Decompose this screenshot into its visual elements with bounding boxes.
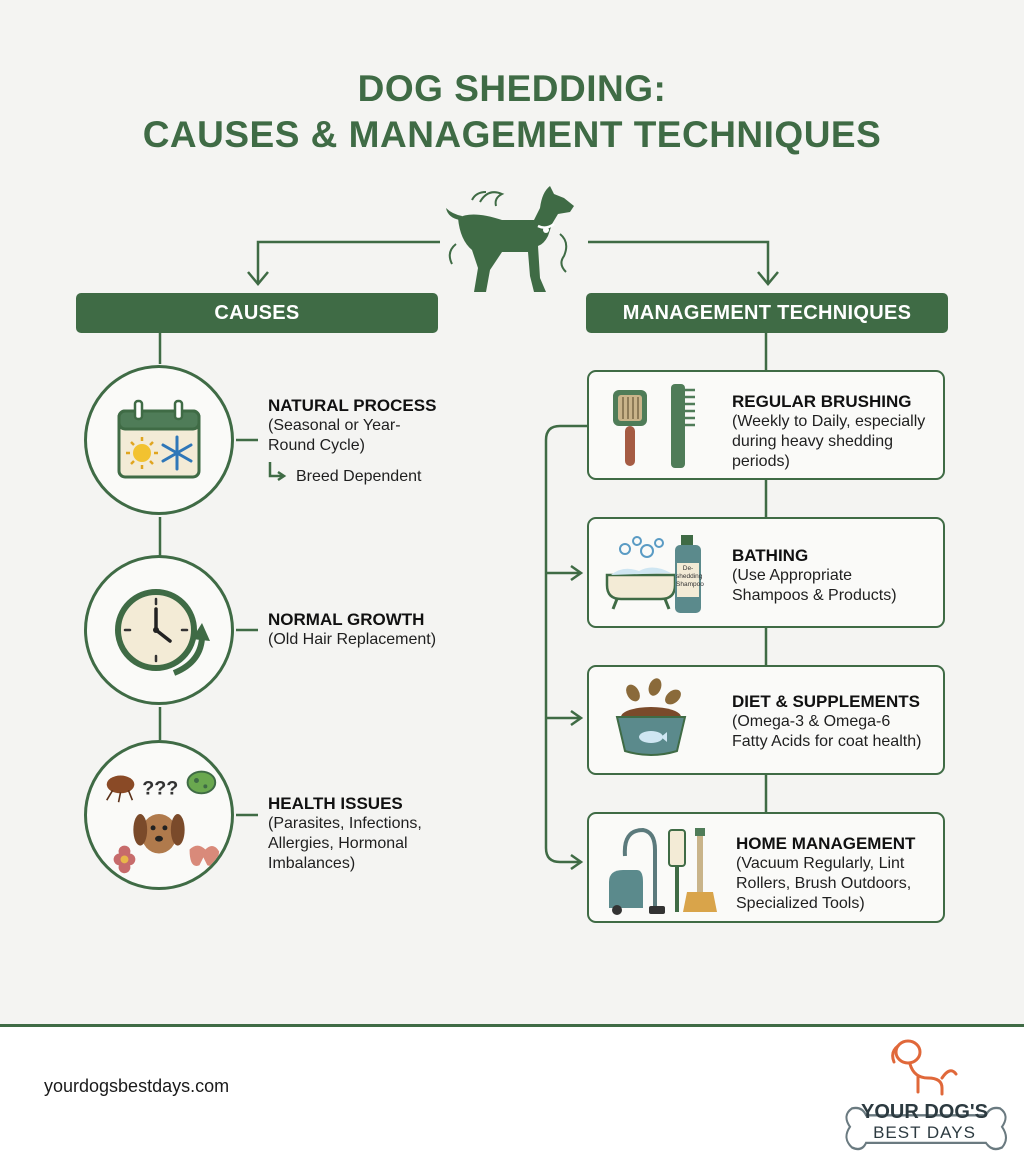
thyroid-icon [190,846,220,866]
shampoo-bottle-label-3: Shampoo [676,581,704,588]
diet-supplements-text [732,692,921,752]
dog-silhouette-icon [442,180,582,300]
shampoo-bottle-label [676,565,704,589]
health-issues-desc-1: (Parasites, Infections, [268,815,422,832]
flower-icon [114,846,136,874]
regular-brushing-title: REGULAR BRUSHING [732,392,912,411]
regular-brushing-text [732,392,925,472]
health-issues-title: HEALTH ISSUES [268,794,403,813]
food-bowl-icon [603,675,713,770]
bathing-desc-1: (Use Appropriate [732,567,853,584]
normal-growth-title: NORMAL GROWTH [268,610,425,629]
page-title-line2: CAUSES & MANAGEMENT TECHNIQUES [142,114,882,155]
natural-process-desc-1: (Seasonal or Year- [268,417,401,434]
logo-line2: BEST DAYS [873,1123,976,1142]
calendar-icon [109,395,209,485]
home-management-text [736,834,915,914]
brush-comb-icon [603,380,713,475]
management-header: MANAGEMENT TECHNIQUES [586,293,948,333]
regular-brushing-desc-1: (Weekly to Daily, especially [732,413,926,430]
shampoo-bottle-label-2: shedding [676,573,703,580]
causes-header: CAUSES [76,293,438,333]
page-title-line1: DOG SHEDDING: [357,68,667,109]
regular-brushing-desc-3: periods) [732,453,790,470]
clock-cycle-icon [104,575,214,685]
health-issues-desc-2: Allergies, Hormonal [268,835,408,852]
regular-brushing-desc-2: during heavy shedding [732,433,894,450]
diet-supplements-desc-2: Fatty Acids for coat health) [732,733,922,750]
bathing-desc-2: Shampoos & Products) [732,587,897,604]
home-management-desc-3: Specialized Tools) [736,895,865,912]
home-management-box [587,812,945,923]
sad-dog-icon [133,814,184,853]
diet-supplements-title: DIET & SUPPLEMENTS [732,692,920,711]
natural-process-circle [84,365,234,515]
diet-supplements-desc-1: (Omega-3 & Omega-6 [732,713,891,730]
flea-icon [107,776,135,803]
natural-process-desc-2: Round Cycle) [268,437,365,454]
cleaning-tools-icon [603,822,728,922]
normal-growth-text [268,610,488,650]
bathing-box [587,517,945,628]
normal-growth-circle [84,555,234,705]
home-management-title: HOME MANAGEMENT [736,834,916,853]
diet-supplements-box [587,665,945,775]
health-issues-circle [84,740,234,890]
svg-text:???: ??? [142,777,179,800]
bathing-title: BATHING [732,546,809,565]
bathing-text [732,546,897,606]
site-url: yourdogsbestdays.com [44,1076,230,1096]
logo-line1: YOUR DOG'S [861,1101,988,1123]
home-management-desc-1: (Vacuum Regularly, Lint [736,855,905,872]
home-management-desc-2: Rollers, Brush Outdoors, [736,875,912,892]
natural-process-text [268,396,488,456]
natural-process-title: NATURAL PROCESS [268,396,437,415]
normal-growth-desc-1: (Old Hair Replacement) [268,631,437,648]
health-issues-desc-3: Imbalances) [268,855,356,872]
regular-brushing-box [587,370,945,480]
shampoo-bottle-label-1: De- [682,565,694,572]
health-issues-text [268,794,488,874]
health-issues-icon [87,742,231,888]
breed-dependent-note: Breed Dependent [296,468,422,485]
germ-icon [188,772,216,794]
